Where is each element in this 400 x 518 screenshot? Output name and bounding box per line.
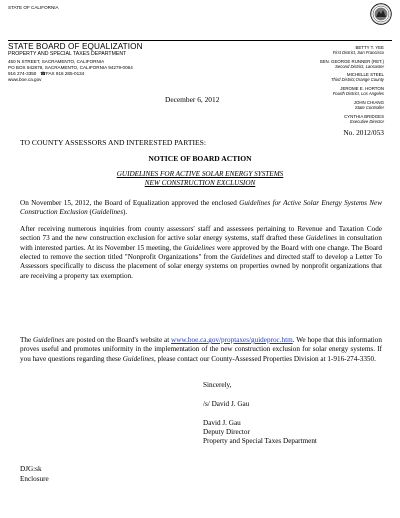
member-title: Executive Director — [350, 119, 384, 124]
notice-title: NOTICE OF BOARD ACTION — [148, 154, 252, 163]
member-1 — [333, 45, 384, 55]
member-title: Second District, Lancaster — [335, 64, 384, 69]
board-name: STATE BOARD OF EQUALIZATION — [8, 42, 143, 51]
address-line-1: 450 N STREET, SACRAMENTO, CALIFORNIA — [8, 59, 105, 64]
member-title: Third District,Orange County — [330, 77, 384, 82]
website-link[interactable]: www.boe.ca.gov — [8, 77, 42, 82]
header-rule — [8, 40, 392, 41]
department-name: PROPERTY AND SPECIAL TAXES DEPARTMENT — [8, 51, 127, 57]
member-name: JEROME E. HORTON — [340, 86, 384, 91]
guidelines-url-link[interactable]: www.boe.ca.gov/proptaxes/guideproc.htm — [171, 336, 293, 344]
member-title: First District, San Francisco — [332, 50, 384, 55]
signature: /s/ David J. Gau — [203, 400, 250, 408]
member-name: CYNTHIA BRIDGES — [343, 114, 384, 119]
address-line-2: PO BOX 942879, SACRAMENTO, CALIFORNIA 94279-0064 — [8, 65, 133, 70]
member-name: MICHELLE STEEL — [346, 72, 384, 77]
initials: DJG:sk — [20, 465, 42, 473]
phone-number: 916 274-3350 — [8, 71, 37, 76]
member-3 — [331, 72, 384, 82]
paragraph-2: After receiving numerous inquiries from county assessors' staff and assessees pertaining to Revenue and Taxation Code section 73 and the new construction exclusion for active solar energy systems, staff drafted these Guidelines in consultation with interested parties. At its November 15 meeting, the Guidelines were approved by the Board with one change. The Board elected to remove the section titled "Nonprofit Organizations" from the Guidelines and directed staff to develop a Letter To Assessors specifically to discuss the placement of solar energy systems on properties owned by nonprofit organizations that are receiving a property tax exemption. — [20, 225, 382, 280]
subject-line-2: NEW CONSTRUCTION EXCLUSION — [144, 179, 256, 187]
signer-name: David J. Gau — [203, 419, 241, 427]
state-label: STATE OF CALIFORNIA — [8, 5, 59, 10]
member-name: SEN. GEORGE RUNNER (RET.) — [319, 59, 384, 64]
member-name: JOHN CHIANG — [353, 100, 384, 105]
subject-line-1: GUIDELINES FOR ACTIVE SOLAR ENERGY SYSTEMS — [116, 170, 284, 178]
addressee-line: TO COUNTY ASSESSORS AND INTERESTED PARTIES: — [20, 138, 206, 147]
letter-date: December 6, 2012 — [165, 95, 220, 104]
member-4 — [333, 86, 384, 96]
enclosure-note: Enclosure — [20, 475, 49, 483]
paragraph-3: The Guidelines are posted on the Board's website at www.boe.ca.gov/proptaxes/guideproc.htm. We hope that this information proves useful and promotes uniformity in the implementation of the new construction exclusion for solar energy systems. If you have questions regarding these Guidelines, please contact our County-Assessed Properties Division at 1-916-274-3350. — [20, 336, 382, 363]
letter-number: No. 2012/053 — [343, 128, 384, 137]
closing: Sincerely, — [203, 381, 232, 389]
member-name: BETTY T. YEE — [355, 45, 384, 50]
member-5 — [354, 100, 384, 110]
signer-title: Deputy Director — [203, 428, 250, 436]
state-seal-icon — [370, 3, 392, 25]
member-6 — [344, 114, 384, 124]
fax-icon: ☎ — [40, 71, 46, 76]
signer-department: Property and Special Taxes Department — [203, 437, 317, 445]
contact-line — [8, 71, 84, 77]
member-2 — [320, 59, 384, 69]
member-title: State Controller — [354, 105, 384, 110]
paragraph-1: On November 15, 2012, the Board of Equalization approved the enclosed Guidelines for Active Solar Energy Systems New Construction Exclusion (Guidelines). — [20, 199, 382, 217]
fax-number: FAX 916 285-0134 — [45, 71, 85, 76]
member-title: Fourth District, Los Angeles — [332, 91, 384, 96]
